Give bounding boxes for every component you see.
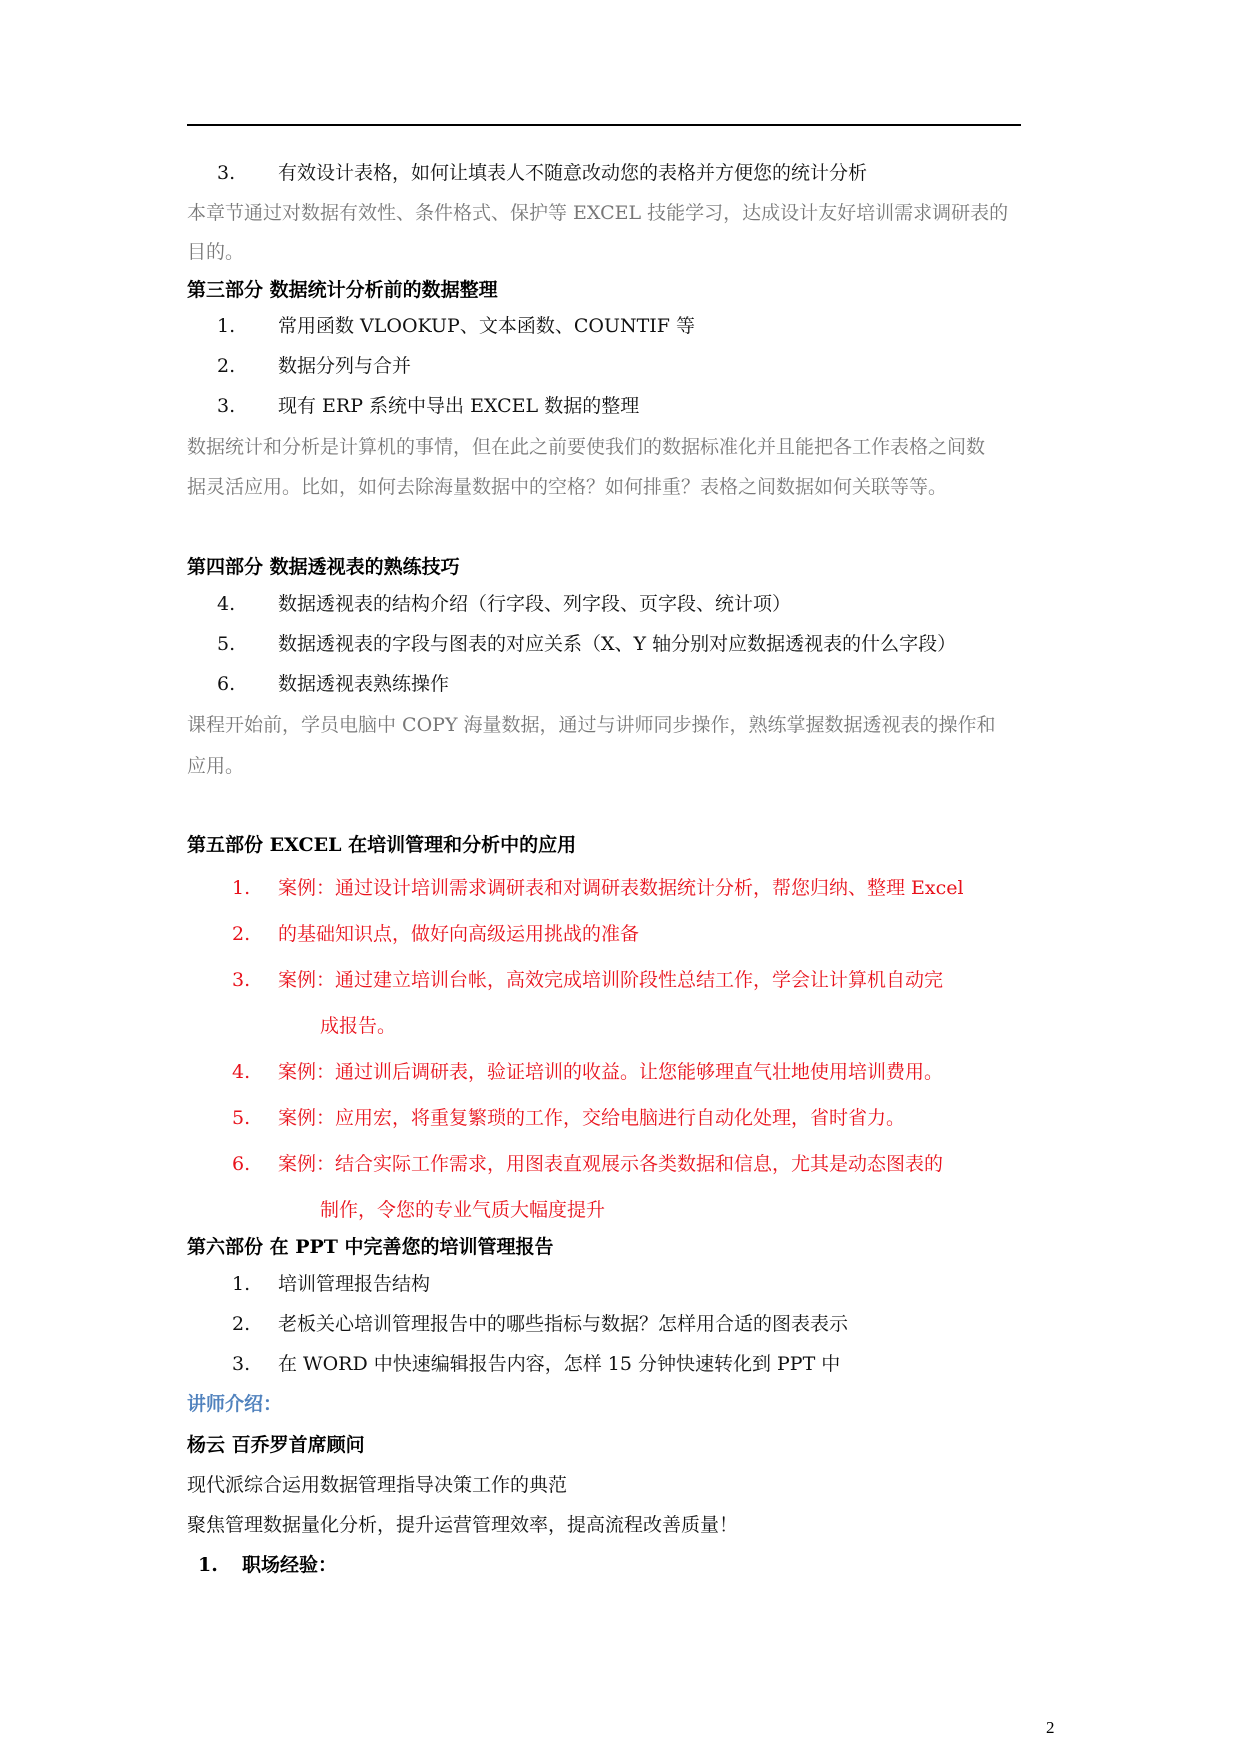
list-number: 6. [232,1153,251,1175]
list-item: 有效设计表格，如何让填表人不随意改动您的表格并方便您的统计分析 [278,162,868,184]
list-number: 5. [232,1107,251,1129]
list-number: 2. [232,1313,251,1335]
list-item: 案例：通过建立培训台帐，高效完成培训阶段性总结工作，学会让计算机自动完 [278,969,944,991]
list-number: 2. [217,355,236,377]
section-heading: 第五部份 EXCEL 在培训管理和分析中的应用 [187,834,577,856]
list-number: 1. [198,1554,218,1576]
list-item: 的基础知识点，做好向高级运用挑战的准备 [278,923,640,945]
list-number: 1. [232,877,251,899]
list-item: 数据透视表熟练操作 [278,673,450,695]
list-item: 案例：应用宏，将重复繁琐的工作，交给电脑进行自动化处理，省时省力。 [278,1107,906,1129]
instructor-tagline: 聚焦管理数据量化分析，提升运营管理效率，提高流程改善质量！ [187,1514,739,1536]
list-number: 3. [232,1353,251,1375]
list-number: 3. [232,969,251,991]
section-heading: 第六部份 在 PPT 中完善您的培训管理报告 [187,1236,554,1258]
experience-heading: 职场经验： [242,1554,338,1576]
list-number: 3. [217,395,236,417]
list-number: 3. [217,162,236,184]
list-item: 数据分列与合并 [278,355,412,377]
list-item: 案例：通过训后调研表，验证培训的收益。让您能够理直气壮地使用培训费用。 [278,1061,944,1083]
section-heading: 第四部分 数据透视表的熟练技巧 [187,556,460,578]
list-number: 5. [217,633,236,655]
instructor-tagline: 现代派综合运用数据管理指导决策工作的典范 [187,1474,568,1496]
list-item: 数据透视表的字段与图表的对应关系（X、Y 轴分别对应数据透视表的什么字段） [278,633,957,655]
page-number: 2 [1046,1718,1055,1737]
list-number: 1. [217,315,236,337]
section-note: 目的。 [187,241,245,263]
list-item-continuation: 制作，令您的专业气质大幅度提升 [320,1199,606,1221]
list-item: 案例：结合实际工作需求，用图表直观展示各类数据和信息，尤其是动态图表的 [278,1153,944,1175]
list-number: 4. [232,1061,251,1083]
section-heading: 第三部分 数据统计分析前的数据整理 [187,279,498,301]
list-item: 在 WORD 中快速编辑报告内容，怎样 15 分钟快速转化到 PPT 中 [278,1353,841,1375]
header-rule [187,124,1021,126]
list-item: 现有 ERP 系统中导出 EXCEL 数据的整理 [278,395,640,417]
section-note: 课程开始前，学员电脑中 COPY 海量数据，通过与讲师同步操作，熟练掌握数据透视表的操作和 [187,714,996,736]
section-note: 据灵活应用。比如，如何去除海量数据中的空格？如何排重？表格之间数据如何关联等等。 [187,476,948,498]
list-number: 1. [232,1273,251,1295]
list-item: 培训管理报告结构 [278,1273,431,1295]
list-item: 常用函数 VLOOKUP、文本函数、COUNTIF 等 [278,315,695,337]
list-item: 老板关心培训管理报告中的哪些指标与数据？怎样用合适的图表表示 [278,1313,849,1335]
list-item: 案例：通过设计培训需求调研表和对调研表数据统计分析，帮您归纳、整理 Excel [278,877,964,899]
section-note: 本章节通过对数据有效性、条件格式、保护等 EXCEL 技能学习，达成设计友好培训需求调研表的 [187,202,1009,224]
list-number: 2. [232,923,251,945]
list-item-continuation: 成报告。 [320,1015,397,1037]
section-note: 数据统计和分析是计算机的事情，但在此之前要使我们的数据标准化并且能把各工作表格之间数 [187,436,986,458]
list-number: 6. [217,673,236,695]
section-note: 应用。 [187,755,245,777]
list-number: 4. [217,593,236,615]
list-item: 数据透视表的结构介绍（行字段、列字段、页字段、统计项） [278,593,792,615]
instructor-name: 杨云 百乔罗首席顾问 [187,1434,365,1456]
instructor-heading: 讲师介绍： [187,1393,283,1415]
